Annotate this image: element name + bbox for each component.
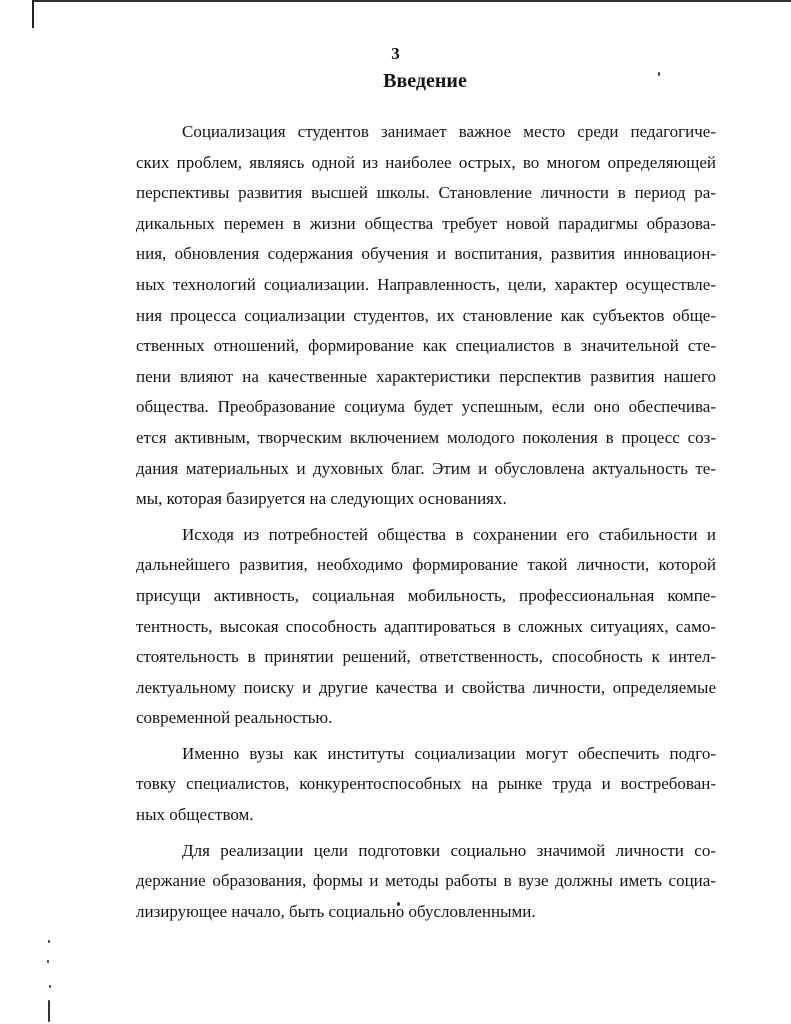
text-line: Именно вузы как институты социализации могут обеспечить подго- — [182, 743, 716, 763]
text-line: дальнейшего развития, необходимо формирование такой личности, которой — [136, 555, 716, 575]
text-line: Для реализации цели подготовки социально значимой личности со- — [182, 840, 716, 860]
text-line: ственных отношений, формирование как специалистов в значительной сте- — [136, 336, 716, 356]
text-line: лектуальному поиску и другие качества и свойства личности, определяемые — [136, 677, 716, 697]
text-line: ния, обновления содержания обучения и воспитания, развития инновацион- — [136, 244, 716, 264]
text-line: тентность, высокая способность адаптироваться в сложных ситуациях, само- — [136, 616, 716, 636]
text-line: ных обществом. — [136, 805, 254, 825]
page-number: 3 — [391, 44, 400, 63]
scan-speck — [49, 985, 51, 988]
scan-speck — [48, 1000, 50, 1022]
text-line: ских проблем, являясь одной из наиболее острых, во многом определяющей — [136, 152, 716, 172]
text-line: ных технологий социализации. Направленность, цели, характер осуществле- — [136, 274, 716, 294]
text-line: мы, которая базируется на следующих основаниях. — [136, 489, 507, 509]
paragraph — [136, 836, 716, 928]
paragraph — [136, 520, 716, 734]
text-line: присущи активность, социальная мобильность, профессиональная компе- — [136, 585, 716, 605]
text-line: пени влияют на качественные характеристики перспектив развития нашего — [136, 366, 716, 386]
paragraph — [136, 739, 716, 831]
text-line: перспективы развития высшей школы. Становление личности в период ра- — [136, 183, 716, 203]
text-line: Исходя из потребностей общества в сохранении его стабильности и — [182, 524, 716, 544]
text-line: дикальных перемен в жизни общества требует новой парадигмы образова- — [136, 213, 716, 233]
text-line: ния процесса социализации студентов, их становление как субъектов обще- — [136, 305, 716, 325]
text-line: товку специалистов, конкурентоспособных на рынке труда и востребован- — [136, 774, 716, 794]
scan-speck — [48, 940, 50, 943]
page-title: Введение — [383, 70, 467, 92]
scan-border-left — [32, 0, 34, 28]
document-body — [136, 117, 716, 927]
text-line: ется активным, творческим включением молодого поколения в процесс соз- — [136, 427, 716, 447]
text-line: Социализация студентов занимает важное место среди педагогиче- — [182, 122, 716, 141]
text-line: держание образования, формы и методы работы в вузе должны иметь социа- — [136, 871, 716, 891]
scan-speck — [47, 960, 49, 963]
text-line: дания материальных и духовных благ. Этим и обусловлена актуальность те- — [136, 458, 716, 478]
text-line: общества. Преобразование социума будет успешным, если оно обеспечива- — [136, 397, 716, 417]
scan-border-top — [32, 0, 791, 2]
text-line: современной реальностью. — [136, 708, 333, 728]
text-line: стоятельность в принятии решений, ответственность, способность к интел- — [136, 647, 716, 667]
paragraph — [136, 117, 716, 515]
text-line: лизирующее начало, быть социально обусловленными. — [136, 901, 536, 921]
